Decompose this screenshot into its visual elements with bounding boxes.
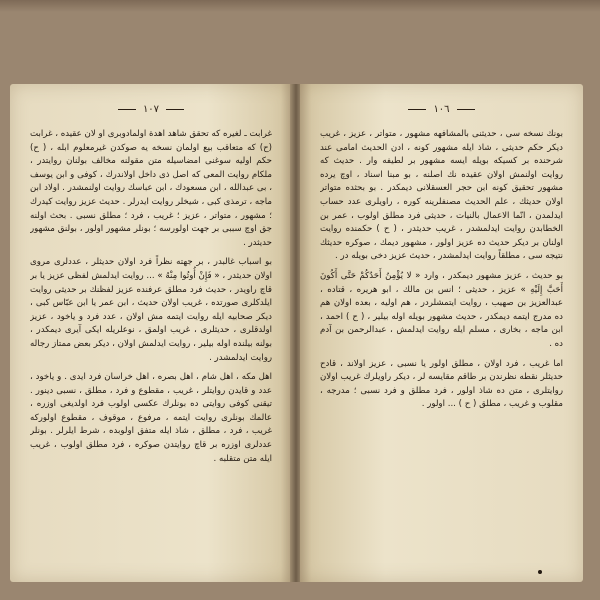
right-page-header [300,104,583,120]
left-page-text [30,128,272,556]
left-page-header [10,104,292,120]
right-page-text [320,128,563,556]
header-rule-left [408,109,426,110]
left-page-number: ١٠٧ [142,104,160,115]
right-page [300,84,583,582]
right-page-number: ١٠٦ [433,104,450,115]
left-paragraph-1: غرابت ـ لغيره كه تحقق شاهد اهدة اولمادوبرى او لان عقيده ، غرابت (ح) كه متعاقب بيع اولمان نسخه يه صوكدن غيرمعلوم ابله ، ( ح) حكم اوليه سوغنى امضاسيله متن مقولنه مخالف بولنان روايتدر ، ملكام روايت المعى كه اصل ذى داخل اولاندرك ، كوفى و ابن يوسف ، بى عبدالله ، ابن مسعودك ، ابن عباسك روايت اولنمشدر . اولاد ابن ماجه ، ترمذى كبى ، شيخلر روايت ايدرلر . حديث عزيز روايت كيدرك ؛ مشهور ، متواتر ، عزيز ؛ غريب ، فرد ؛ مطلق نسبى . بحث اولنه جق اوچ سببى بر جهت اولورسه ؛ بونلر مشهور اولور ، بولنق مشهور حديثدر . [30,129,272,248]
ink-mark [538,570,542,574]
header-rule-right [166,109,184,110]
left-page [10,84,292,582]
header-rule-left [118,109,136,110]
left-paragraph-2: بو اسباب غالبدر ، بر جهته نظراً فرد اولان حديثلر ، عددلرى مروى اولان حديثدر ، « فَإِنْ أُوتُوا مِنْهُ » ... روايت ايدلمش لفظى عزيز يا بر قاچ راويدر ، حديث فرد مطلق عرفنده عزيز لفظنك بر حديثى روايت ايلدكلرى صورتده ، غريب اولان حديث ، ابن عمر يا ابن عبّاس كبى ، ديكر صحابيه ايله روايت ايتمه مش اولان ، عدد فرد و ياخود ، عزيز اولدقلرى ، حديثلرى ، غريب اولمق ، نوعلريله ايكى آيرى ديمكدر ، بولنه بيلنده اوله بيلير ، روايت ايدلمش اولان ، ديكر بعض ممتاز رجاله روايت ايدلمشدر . [30,257,272,363]
right-paragraph-2: بو حديث ، عزيز مشهور ديمكدر ، وارد « لا يُؤْمِنُ أَحَدُكُمْ حَتَّى أَكُونَ أَحَبَّ إِلَيْهِ » عزيز ، حديثى ؛ انس بن مالك ، ابو هريره ، قتاده ، عبدالعزيز بن صهيب ، روايت ايتمشلردر ، هم اوليه ، بعده اولان هم ده مدرج ايتمه ديمكدر ، حديث مشهور بويله اوله بيلير ، ( ح ) احمد ، ابن ماجه ، بخارى ، مسلم ايله روايت ايدلمش ، عبدالرحمن بن آدم ده . [320,270,563,349]
left-paragraph-3: اهل مكه ، اهل شام ، اهل بصره ، اهل خراسان فرد ايدى . و ياخود ، عدد و قايدن روايتلر ، غريب ، مقطوع و فرد ، مطلق ، نسبى دينور . تيقنى كوفى روايتى ده بونلرك عكسى اولوب فرد اولديغى اوزره ، عالمك بونلرى روايت ايتمه ، مرفوع ، موقوف ، مقطوع اولوركه غريب ، فرد ، مطلق ، شاذ ايله متفق اولوبده ، شرط ايلرلر . بونلر عددلرى اوزره بر قاچ روايتدن صوكره ، فرد مطلق اولوب ، غريب ايله متن متقلبه . [30,372,272,464]
right-paragraph-1: بونك نسخه سى ، حديثنى بالمشافهه مشهور ، متواتر ، عزيز ، غريب ديكر حكم حديثى ، شاذ ايله مشهور كونه ، ادن الحديث امامى عند شرحنده بر كسيكه بويله ايسه مشهور بر لطيفه وار . حديث كه روايت اولنمش اولان عقيده نك اصلنه ، بو مبنا اسناد ، اوچ يرده مشهور تحقيق كونه ابن حجر العسقلانى ديمكدر . بو بحثده متواتر اولان حديثك ، علم الحديث مصنفلرينه كوره ، راويلرى عدد حساب ايدلمدن ، انّما الاعمال بالنيات ، حديثى فرد مطلق اولوب ، عمر بن الخطابدن روايت ايدلمشدر ، غريب حديثدر ، ( ح ) حكمنده روايت اولنان بر ديكر حديث ده عزيز اولور ، مشهور ديمك ، صوكره حديثك نتيجه سى ، مطلقاً روايت ايدلمشدر ، حديث عزيز دخى بويله در . [320,129,563,262]
right-paragraph-3: اما غريب ، فرد اولان ، مطلق اولور يا نسبى ، عزيز اولاند ، قادح حديثلر نقطه نظرندن بر طاقم مقايسه لر ، ديكر راويلرك غريب اولان روايتلرى ، متن ده شاذ اولور ، فرد مطلق و فرد نسبى ؛ مدرجه ، مقلوب و غريب ، مطلق ( ح ) ... اولور . [320,358,563,410]
header-rule-right [457,109,475,110]
